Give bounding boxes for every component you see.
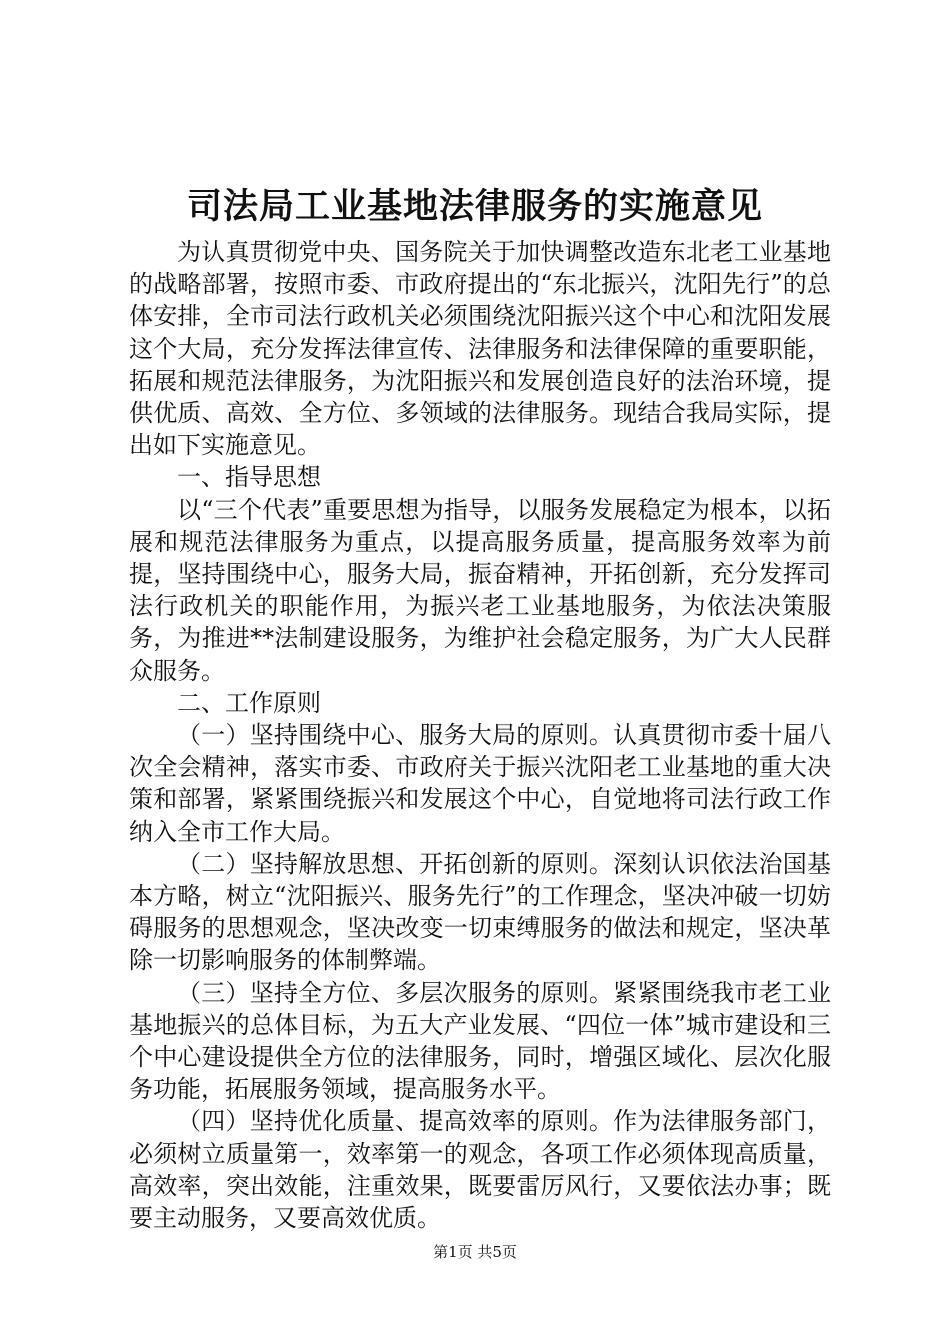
principle-paragraph-2: （二）坚持解放思想、开拓创新的原则。深刻认识依法治国基本方略，树立“沈阳振兴、服务先行”的工作理念，坚决冲破一切妨碍服务的思想观念，坚决改变一切束缚服务的做法和规定，坚决革除一切影响服务的体制弊端。 <box>129 849 831 975</box>
principle-paragraph-1: （一）坚持围绕中心、服务大局的原则。认真贯彻市委十届八次全会精神，落实市委、市政府关于振兴沈阳老工业基地的重大决策和部署，紧紧围绕振兴和发展这个中心，自觉地将司法行政工作纳入全市工作大局。 <box>129 721 831 846</box>
page-number-footer: 第1页 共5页 <box>433 1243 517 1261</box>
guiding-ideology-paragraph: 以“三个代表”重要思想为指导，以服务发展稳定为根本，以拓展和规范法律服务为重点，以提高服务质量，提高服务效率为前提，坚持围绕中心，服务大局，振奋精神，开拓创新，充分发挥司法行政机关的职能作用，为振兴老工业基地服务，为依法决策服务，为推进**法制建设服务，为维护社会稳定服务，为广大人民群众服务。 <box>129 495 831 685</box>
document-body <box>129 236 831 1234</box>
section-heading-work-principles: 二、工作原则 <box>177 688 321 717</box>
document-title: 司法局工业基地法律服务的实施意见 <box>186 186 763 227</box>
principle-paragraph-4: （四）坚持优化质量、提高效率的原则。作为法律服务部门，必须树立质量第一，效率第一的观念，各项工作必须体现高质量，高效率，突出效能，注重效果，既要雷厉风行，又要依法办事；既要主动服务，又要高效优质。 <box>129 1107 831 1233</box>
intro-paragraph: 为认真贯彻党中央、国务院关于加快调整改造东北老工业基地的战略部署，按照市委、市政府提出的“东北振兴，沈阳先行”的总体安排，全市司法行政机关必须围绕沈阳振兴这个中心和沈阳发展这个大局，充分发挥法律宣传、法律服务和法律保障的重要职能，拓展和规范法律服务，为沈阳振兴和发展创造良好的法治环境，提供优质、高效、全方位、多领域的法律服务。现结合我局实际，提出如下实施意见。 <box>129 238 831 460</box>
section-heading-guiding-ideology: 一、指导思想 <box>177 463 321 492</box>
principle-paragraph-3: （三）坚持全方位、多层次服务的原则。紧紧围绕我市老工业基地振兴的总体目标，为五大产业发展、“四位一体”城市建设和三个中心建设提供全方位的法律服务，同时，增强区域化、层次化服务功能，拓展服务领域，提高服务水平。 <box>129 978 831 1104</box>
